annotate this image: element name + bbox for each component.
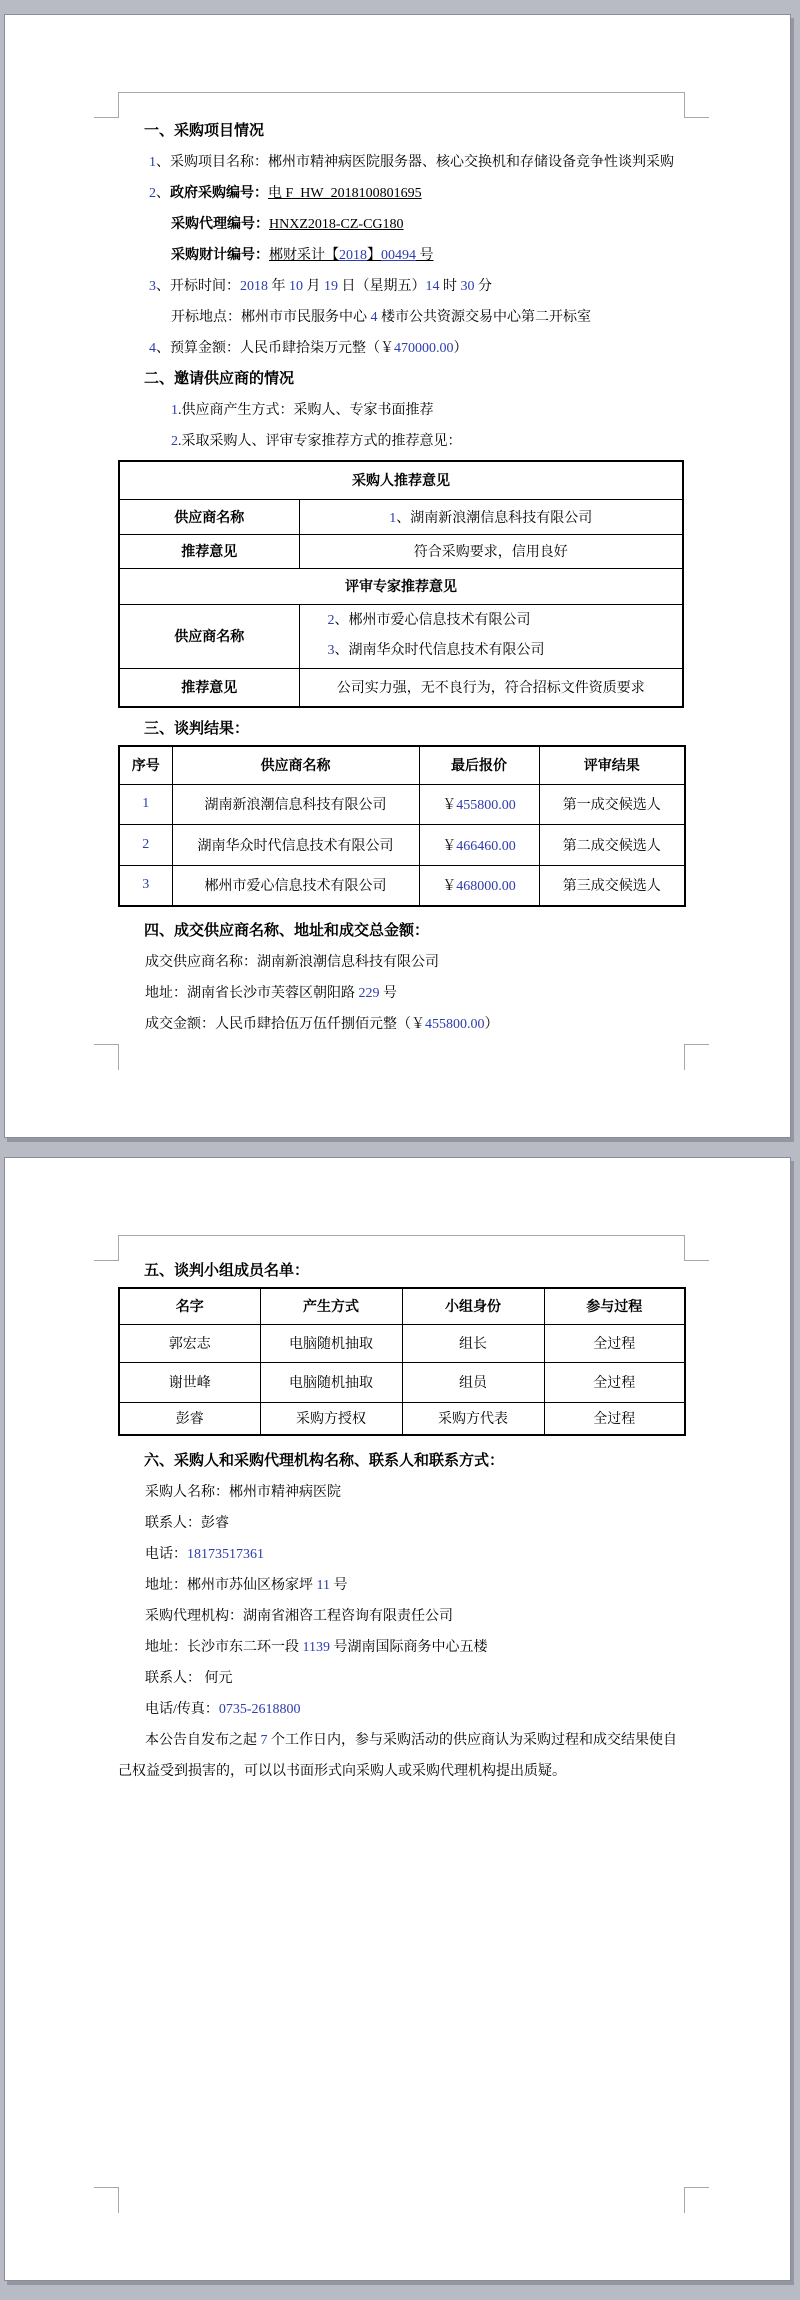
table-cell-name: 彭睿 — [119, 1402, 260, 1435]
para-bid-opening-place: 开标地点：郴州市市民服务中心 4 楼市公共资源交易中心第二开标室 — [171, 310, 591, 325]
table-header-role: 小组身份 — [402, 1288, 544, 1324]
para-agency-contact: 联系人： 何元 — [145, 1671, 233, 1686]
para-agency-phone-fax: 电话/传真：0735-2618800 — [145, 1702, 301, 1717]
page-1 — [4, 14, 791, 1138]
table-cell-index: 1 — [119, 784, 172, 824]
crop-mark-top-right — [684, 92, 709, 118]
table-cell-review-result: 第三成交候选人 — [539, 865, 685, 906]
table-header-final-price: 最后报价 — [419, 746, 539, 784]
section-5-heading: 五、谈判小组成员名单： — [144, 1263, 310, 1279]
table-cell-participation: 全过程 — [544, 1402, 685, 1435]
table-cell-selection-method: 电脑随机抽取 — [260, 1362, 402, 1402]
text-boundary-line — [118, 1235, 684, 1236]
para-agency-address: 地址：长沙市东二环一段 1139 号湖南国际商务中心五楼 — [145, 1640, 488, 1655]
table-cell-value: 1、湖南新浪潮信息科技有限公司 — [299, 499, 683, 534]
table-cell-name: 谢世峰 — [119, 1362, 260, 1402]
para-purchaser-contact: 联系人：彭睿 — [145, 1516, 229, 1531]
table-cell-participation: 全过程 — [544, 1362, 685, 1402]
para-closing-statement: 本公告自发布之起 7 个工作日内，参与采购活动的供应商认为采购过程和成交结果使自己权益受到损害的，可以以书面形式向采购人或采购代理机构提出质疑。 — [118, 1733, 677, 1779]
table-cell-review-result: 第二成交候选人 — [539, 824, 685, 865]
section-2-heading: 二、邀请供应商的情况 — [144, 371, 295, 387]
para-purchaser-phone: 电话：18173517361 — [145, 1547, 264, 1562]
table-cell-participation: 全过程 — [544, 1324, 685, 1362]
table-header-name: 名字 — [119, 1288, 260, 1324]
table-header-participation: 参与过程 — [544, 1288, 685, 1324]
para-winning-supplier: 成交供应商名称：湖南新浪潮信息科技有限公司 — [145, 955, 439, 970]
para-winning-address: 地址：湖南省长沙市芙蓉区朝阳路 229 号 — [145, 986, 397, 1001]
para-agency-name: 采购代理机构：湖南省湘咨工程咨询有限责任公司 — [145, 1609, 453, 1624]
table-cell-label: 供应商名称 — [119, 499, 299, 534]
crop-mark-bottom-left — [94, 2187, 119, 2213]
para-recommend-method: 2.采取采购人、评审专家推荐方式的推荐意见： — [171, 434, 462, 449]
table-cell-value: 符合采购要求，信用良好 — [299, 534, 683, 568]
table-cell-role: 组员 — [402, 1362, 544, 1402]
crop-mark-bottom-right — [684, 2187, 709, 2213]
table-cell-name: 郭宏志 — [119, 1324, 260, 1362]
crop-mark-top-left — [94, 1235, 119, 1261]
para-supplier-source: 1.供应商产生方式：采购人、专家书面推荐 — [171, 403, 434, 418]
table-header-review-result: 评审结果 — [539, 746, 685, 784]
section-1-heading: 一、采购项目情况 — [144, 123, 265, 139]
table-cell-final-price: ￥468000.00 — [419, 865, 539, 906]
table-cell-role: 组长 — [402, 1324, 544, 1362]
table-cell-selection-method: 采购方授权 — [260, 1402, 402, 1435]
crop-mark-bottom-right — [684, 1044, 709, 1070]
para-gov-procurement-no: 2、政府采购编号：电 F_HW_2018100801695 — [149, 186, 422, 201]
section-3-heading: 三、谈判结果： — [144, 721, 250, 737]
table-cell-value — [299, 604, 683, 668]
supplier-line: 3、湖南华众时代信息技术有限公司 — [327, 643, 545, 658]
table-header-selection-method: 产生方式 — [260, 1288, 402, 1324]
page-2-content — [118, 1256, 684, 1787]
page-1-content — [118, 116, 684, 1040]
text-boundary-line — [118, 92, 684, 93]
section-6-heading: 六、采购人和采购代理机构名称、联系人和联系方式： — [144, 1453, 505, 1469]
table-cell-index: 3 — [119, 865, 172, 906]
table-cell-header-expert-opinion: 评审专家推荐意见 — [119, 568, 683, 604]
para-project-name: 1、采购项目名称：郴州市精神病医院服务器、核心交换机和存储设备竞争性谈判采购 — [149, 155, 674, 170]
table-cell-supplier: 湖南华众时代信息技术有限公司 — [172, 824, 419, 865]
para-budget-amount: 4、预算金额：人民币肆拾柒万元整（￥470000.00） — [149, 341, 468, 356]
table-cell-final-price: ￥455800.00 — [419, 784, 539, 824]
para-purchaser-name: 采购人名称：郴州市精神病医院 — [145, 1485, 341, 1500]
table-header-supplier: 供应商名称 — [172, 746, 419, 784]
para-bid-opening-time: 3、开标时间：2018 年 10 月 19 日（星期五）14 时 30 分 — [149, 279, 492, 294]
para-finance-no: 采购财计编号：郴财采计【2018】00494 号 — [171, 248, 434, 263]
table-cell-label: 供应商名称 — [119, 604, 299, 668]
page-2 — [4, 1157, 791, 2281]
section-4-heading: 四、成交供应商名称、地址和成交总金额： — [144, 923, 430, 939]
table-cell-value: 公司实力强，无不良行为，符合招标文件资质要求 — [299, 668, 683, 707]
para-agency-no: 采购代理编号：HNXZ2018-CZ-CG180 — [171, 217, 404, 232]
table-recommendation-opinions — [118, 460, 684, 708]
table-cell-label: 推荐意见 — [119, 668, 299, 707]
para-winning-amount: 成交金额：人民币肆拾伍万伍仟捌佰元整（￥455800.00） — [145, 1017, 499, 1032]
table-cell-supplier: 郴州市爱心信息技术有限公司 — [172, 865, 419, 906]
table-negotiation-panel — [118, 1287, 686, 1436]
crop-mark-bottom-left — [94, 1044, 119, 1070]
table-cell-role: 采购方代表 — [402, 1402, 544, 1435]
para-purchaser-address: 地址：郴州市苏仙区杨家坪 11 号 — [145, 1578, 348, 1593]
table-cell-label: 推荐意见 — [119, 534, 299, 568]
crop-mark-top-left — [94, 92, 119, 118]
table-cell-supplier: 湖南新浪潮信息科技有限公司 — [172, 784, 419, 824]
crop-mark-top-right — [684, 1235, 709, 1261]
table-cell-review-result: 第一成交候选人 — [539, 784, 685, 824]
table-cell-header-purchaser-opinion: 采购人推荐意见 — [119, 461, 683, 499]
table-negotiation-results — [118, 745, 686, 907]
table-header-index: 序号 — [119, 746, 172, 784]
table-cell-final-price: ￥466460.00 — [419, 824, 539, 865]
table-cell-index: 2 — [119, 824, 172, 865]
table-cell-selection-method: 电脑随机抽取 — [260, 1324, 402, 1362]
supplier-line: 2、郴州市爱心信息技术有限公司 — [327, 613, 531, 628]
